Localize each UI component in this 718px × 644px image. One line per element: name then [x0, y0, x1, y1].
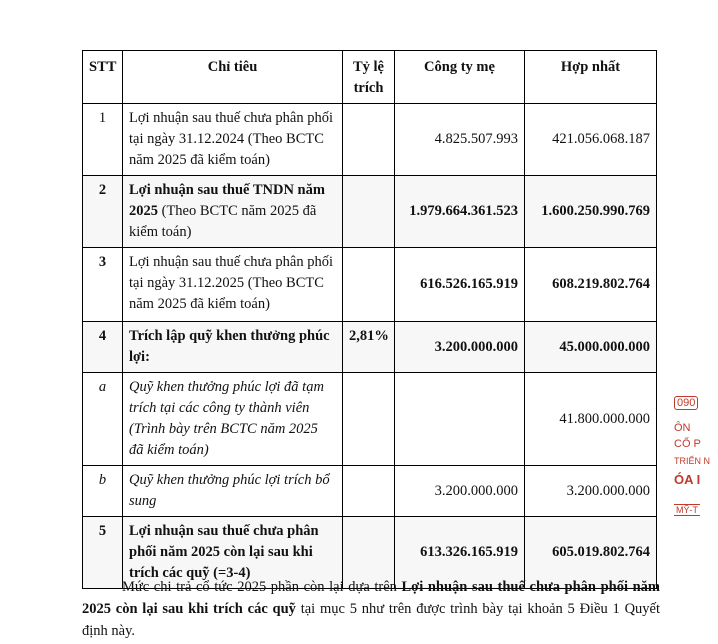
row-rate — [343, 248, 395, 322]
header-stt: STT — [83, 51, 123, 104]
dividend-text — [82, 576, 660, 642]
header-consolidated: Hợp nhất — [525, 51, 657, 104]
dividend-text-part1: Mức chi trả cổ tức 2025 phần còn lại dựa trên — [122, 579, 402, 595]
stamp-line: MỸ-T — [676, 505, 698, 515]
row-indicator: Quỹ khen thưởng phúc lợi trích bổ sung — [123, 466, 343, 517]
dividend-text-part2: tại mục 5 như trên được trình bày tại khoản 5 Điều 1 Quyết định này. — [82, 601, 661, 639]
company-stamp-fragment — [672, 386, 718, 526]
row-indicator: Lợi nhuận sau thuế chưa phân phối tại ngày 31.12.2025 (Theo BCTC năm 2025 đã kiểm toán) — [123, 248, 343, 322]
table-row — [83, 104, 657, 176]
stamp-line: ÔN — [674, 422, 691, 434]
row-parent-value: 3.200.000.000 — [395, 322, 525, 373]
row-stt: 3 — [83, 248, 123, 322]
row-parent-value: 1.979.664.361.523 — [395, 176, 525, 248]
table-row — [83, 373, 657, 466]
row-indicator: Trích lập quỹ khen thưởng phúc lợi: — [123, 322, 343, 373]
table-row — [83, 248, 657, 322]
table-row — [83, 176, 657, 248]
row-parent-value: 4.825.507.993 — [395, 104, 525, 176]
row-consolidated-value: 1.600.250.990.769 — [525, 176, 657, 248]
stamp-line: TRIỂN N — [674, 456, 710, 466]
row-parent-value: 616.526.165.919 — [395, 248, 525, 322]
profit-distribution-table — [82, 50, 657, 589]
row-stt: b — [83, 466, 123, 517]
row-parent-value: 613.326.165.919 — [395, 517, 525, 589]
row-rate — [343, 176, 395, 248]
stamp-line: 090 — [674, 396, 698, 410]
row-indicator: Lợi nhuận sau thuế chưa phân phối tại ngày 31.12.2024 (Theo BCTC năm 2025 đã kiểm toán) — [123, 104, 343, 176]
dividend-text-bold: Lợi nhuận sau thuế chưa phân phối năm 2025 còn lại sau khi trích các quỹ — [82, 579, 660, 617]
header-parent-company: Công ty mẹ — [395, 51, 525, 104]
row-consolidated-value: 608.219.802.764 — [525, 248, 657, 322]
row-rate — [343, 104, 395, 176]
row-indicator-rest: (Theo BCTC năm 2025 đã kiểm toán) — [129, 203, 317, 240]
row-stt: a — [83, 373, 123, 466]
stamp-line: ÓA I — [674, 472, 701, 487]
header-rate: Tỷ lệ trích — [343, 51, 395, 104]
stamp-line: CỔ P — [674, 438, 701, 450]
row-indicator: Lợi nhuận sau thuế chưa phân phối năm 2025 còn lại sau khi trích các quỹ (=3-4) — [123, 517, 343, 589]
dividend-paragraph — [82, 576, 660, 642]
row-consolidated-value: 45.000.000.000 — [525, 322, 657, 373]
table-row — [83, 466, 657, 517]
row-parent-value: 3.200.000.000 — [395, 466, 525, 517]
row-stt: 4 — [83, 322, 123, 373]
row-stt: 5 — [83, 517, 123, 589]
row-rate: 2,81% — [343, 322, 395, 373]
row-stt: 2 — [83, 176, 123, 248]
row-parent-value — [395, 373, 525, 466]
table-row — [83, 322, 657, 373]
row-rate — [343, 466, 395, 517]
row-stt: 1 — [83, 104, 123, 176]
header-indicator: Chỉ tiêu — [123, 51, 343, 104]
row-consolidated-value: 3.200.000.000 — [525, 466, 657, 517]
row-indicator: Quỹ khen thưởng phúc lợi đã tạm trích tại các công ty thành viên (Trình bày trên BCTC năm 2025 đã kiểm toán) — [123, 373, 343, 466]
row-consolidated-value: 421.056.068.187 — [525, 104, 657, 176]
row-indicator — [123, 176, 343, 248]
row-consolidated-value: 605.019.802.764 — [525, 517, 657, 589]
row-rate — [343, 373, 395, 466]
row-indicator-bold: Lợi nhuận sau thuế TNDN năm 2025 — [129, 182, 325, 219]
row-consolidated-value: 41.800.000.000 — [525, 373, 657, 466]
table-header-row — [83, 51, 657, 104]
